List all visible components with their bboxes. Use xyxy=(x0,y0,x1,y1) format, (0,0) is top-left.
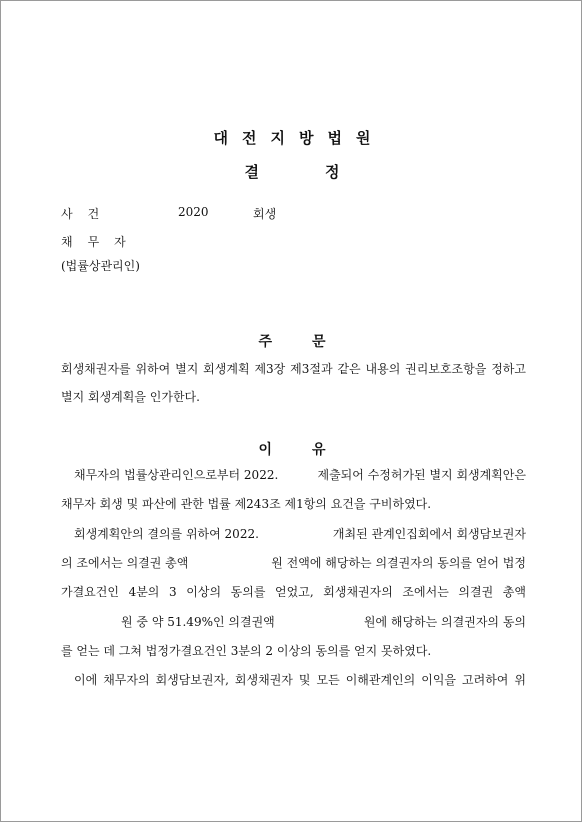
reasons-p2-line-2 xyxy=(61,554,526,570)
reasons-p1-text-b: 제출되어 수정허가된 별지 회생계획안은 xyxy=(317,468,526,482)
debtor-subtitle: (법률상관리인) xyxy=(61,259,140,273)
court-name: 대전지방법원 xyxy=(213,129,385,147)
reasons-p2-l4-text-a: 원 중 약 51.49%인 의결권액 xyxy=(121,615,275,629)
reasons-p2-l4-text-b: 원에 해당하는 의결권자의 동의 xyxy=(363,615,526,629)
reasons-heading: 이유 xyxy=(258,442,366,458)
case-year: 2020 xyxy=(178,205,209,219)
reasons-p2-text-b: 개최된 관계인집회에서 회생담보권자 xyxy=(332,527,526,541)
debtor-label: 채무자 xyxy=(61,235,141,249)
reasons-p1-line-2: 채무자 회생 및 파산에 관한 법률 제243조 제1항의 요건을 구비하였다. xyxy=(61,497,432,511)
case-label: 사건 xyxy=(61,207,115,221)
order-line-1: 회생채권자를 위하여 별지 회생계획 제3장 제3절과 같은 내용의 권리보호조항을 정하고 xyxy=(61,362,526,376)
case-type: 회생 xyxy=(253,207,277,221)
reasons-p2-line-1 xyxy=(61,525,526,541)
document-title: 결정 xyxy=(244,163,406,181)
reasons-p1-text-a: 채무자의 법률상관리인으로부터 2022. xyxy=(74,468,279,482)
reasons-p2-line-5: 를 얻는 데 그쳐 법정가결요건인 3분의 2 이상의 동의를 얻지 못하였다. xyxy=(61,644,432,658)
reasons-p2-l2-text-b: 원 전액에 해당하는 의결권자의 동의를 얻어 법정 xyxy=(271,556,526,570)
reasons-p2-line-3: 가결요건인 4분의 3 이상의 동의를 얻었고, 회생채권자의 조에서는 의결권 총액 xyxy=(61,585,526,599)
reasons-p3-line-1 xyxy=(61,671,526,687)
reasons-p3-text: 이에 채무자의 회생담보권자, 회생채권자 및 모든 이해관계인의 이익을 고려하여 위 xyxy=(74,673,526,687)
reasons-p1-line-1 xyxy=(61,466,526,482)
order-heading: 주문 xyxy=(258,334,366,350)
order-line-2: 별지 회생계획을 인가한다. xyxy=(61,390,200,404)
reasons-p2-l2-text-a: 의 조에서는 의결권 총액 xyxy=(61,556,189,570)
reasons-p2-line-4 xyxy=(61,613,526,629)
reasons-p2-text-a: 회생계획안의 결의를 위하여 2022. xyxy=(74,527,259,541)
